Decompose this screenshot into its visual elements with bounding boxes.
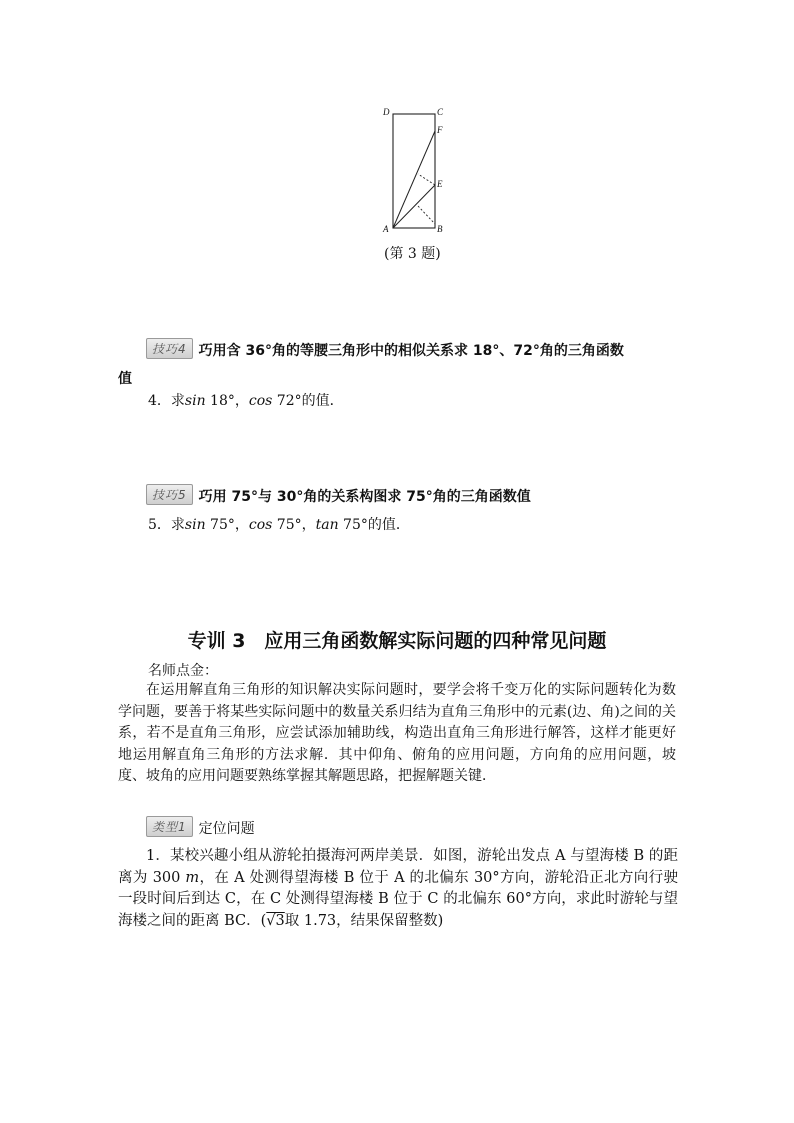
question-1 [118, 846, 678, 932]
q1-part2: ，在 A 处测得望海楼 B 位于 A 的北偏东 30°方向，游轮沿正北方向行驶一段时间后到达 C，在 C 处测得望海楼 B 位于 C 的北偏东 60°方向，求此时游轮与望海楼之间的距离 BC．( [118, 869, 679, 929]
dashed-segment-1 [418, 174, 435, 185]
label-f: F [437, 125, 443, 135]
rectangle-abcd [393, 114, 435, 228]
q4-sin: sin [184, 393, 206, 409]
q5-number: 5． [148, 517, 171, 533]
tip4-heading [146, 338, 624, 360]
q5-cos: cos [248, 517, 273, 533]
q5-sin: sin [184, 517, 206, 533]
question-4 [148, 390, 344, 410]
q4-pre: 求 [170, 393, 185, 409]
q5-post: 75°的值． [338, 517, 410, 533]
label-b: B [437, 224, 443, 234]
tip5-heading [146, 484, 531, 506]
q5-a: 75°， [205, 517, 249, 533]
type1-heading [146, 816, 255, 838]
label-d: D [383, 107, 390, 117]
q5-tan: tan [315, 517, 339, 533]
q4-cos: cos [248, 393, 273, 409]
label-c: C [437, 107, 444, 117]
q1-sqrt: √3 [266, 912, 285, 929]
q1-part3: 取 1.73，结果保留整数) [284, 912, 444, 929]
q5-pre: 求 [170, 517, 185, 533]
tip4-heading-wrap: 值 [118, 371, 132, 387]
q4-post: 72°的值． [272, 393, 344, 409]
label-a: A [383, 224, 389, 234]
tips-paragraph: 在运用解直角三角形的知识解决实际问题时，要学会将千变万化的实际问题转化为数学问题，要善于将某些实际问题中的数量关系归结为直角三角形中的元素(边、角)之间的关系，若不是直角三角形，应尝试添加辅助线，构造出直角三角形进行解答，这样才能更好地运用解直角三角形的方法求解．其中仰角、俯角的应用问题，方向角的应用问题，坡度、坡角的应用问题要熟练掌握其解题思路，把握解题关键． [118, 682, 676, 784]
q1-part1: 1．某校兴趣小组从游轮拍摄海河两岸美景．如图，游轮出发点 A 与望海楼 B 的距离为 300 [118, 848, 678, 886]
tips-label: 名师点金： [148, 663, 218, 679]
section-title: 专训 3 应用三角函数解实际问题的四种常见问题 [187, 630, 607, 652]
type1-heading-text: 定位问题 [198, 821, 255, 837]
figure-caption: (第 3 题) [384, 246, 441, 262]
tip4-badge: 技巧4 [146, 338, 193, 359]
segment-af [393, 131, 435, 228]
type1-badge: 类型1 [146, 816, 193, 837]
q1-unit: m [185, 869, 200, 886]
tip4-heading-text: 巧用含 36°角的等腰三角形中的相似关系求 18°、72°角的三角函数 [198, 343, 624, 359]
dashed-segment-2 [418, 206, 435, 224]
tip5-heading-text: 巧用 75°与 30°角的关系构图求 75°角的三角函数值 [198, 489, 531, 505]
q4-mid: 18°， [205, 393, 249, 409]
q5-b: 75°， [272, 517, 316, 533]
tip5-badge: 技巧5 [146, 484, 193, 505]
label-e: E [437, 179, 443, 189]
rectangle-figure [380, 104, 446, 234]
q4-number: 4． [148, 393, 171, 409]
segment-ae [393, 185, 435, 228]
question-5 [148, 514, 410, 534]
